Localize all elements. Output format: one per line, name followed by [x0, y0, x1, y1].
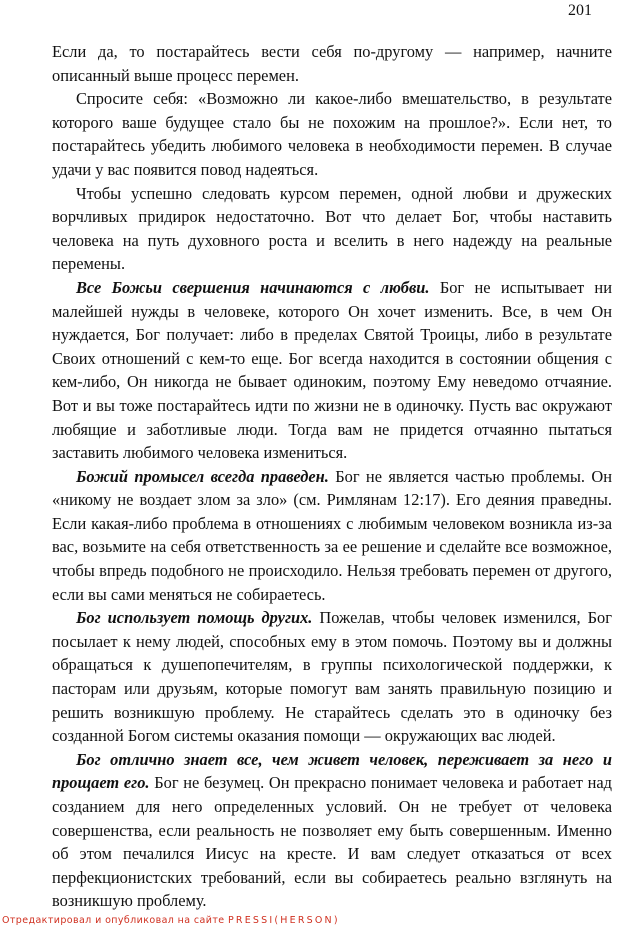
paragraph-7-lead: Бог отлично знает все, чем живет человек, переживает за него и прощает его.: [52, 749, 612, 793]
paragraph-7: [52, 748, 612, 913]
page-number: 201: [568, 2, 592, 19]
paragraph-4: [52, 276, 612, 465]
paragraph-4-lead: Все Божьи свершения начинаются с любви.: [76, 277, 430, 297]
footer-brand-link[interactable]: PRESSI(HERSON): [227, 915, 340, 926]
body-text: [52, 40, 612, 913]
footer-text: Отредактировал и опубликовал на сайте: [2, 915, 225, 926]
paragraph-5: [52, 465, 612, 607]
paragraph-1: [52, 40, 612, 87]
paragraph-4-text: Бог не испытывает ни малейшей нужды в человеке, которого Он хочет изменить. Все, в чем Он нуждается, Бог получает: либо в пределах Святой Троицы, либо в результате Своих отношений с кем-то еще. Бог всегда находится в состоянии общения с кем-либо, Он никогда не бывает одиноким, поэтому Ему неведомо отчаяние. Вот и вы тоже постарайтесь идти по жизни не в одиночку. Пусть вас окружают любящие и заботливые люди. Тогда вам не придется отчаянно пытаться заставить любимого человека измениться.: [52, 277, 612, 463]
paragraph-3: [52, 182, 612, 276]
paragraph-2-text: Спросите себя: «Возможно ли какое-либо вмешательство, в результате которого ваше будущее стало бы не похожим на прошлое?». Если нет, то постарайтесь убедить любимого человека в необходимости перемен. В случае удачи у вас появится повод надеяться.: [52, 89, 612, 179]
paragraph-6-text: Пожелав, чтобы человек изменился, Бог посылает к нему людей, способных ему в этом помочь. Поэтому вы и должны обращаться к душепопечителям, в группы психологической поддержки, к пасторам или друзьям, которые помогут вам занять правильную позицию и решить возникшую проблему. Не старайтесь сделать это в одиночку без созданной Богом системы оказания помощи — окружающих вас людей.: [52, 608, 612, 746]
paragraph-5-lead: Божий промысел всегда праведен.: [76, 466, 329, 486]
paragraph-2: [52, 87, 612, 181]
paragraph-6: [52, 606, 612, 748]
paragraph-6-lead: Бог использует помощь других.: [76, 608, 313, 628]
footer-credit: [2, 915, 340, 926]
paragraph-3-text: Чтобы успешно следовать курсом перемен, одной любви и дружеских ворчливых придирок недостаточно. Вот что делает Бог, чтобы наставить человека на путь духовного роста и вселить в него надежду на реальные перемены.: [52, 183, 612, 274]
paragraph-5-text: Бог не является частью проблемы. Он «никому не воздает злом за зло» (см. Римлянам 12:17). Его деяния праведны. Если какая-либо проблема в отношениях с любимым человеком возникла из-за вас, возьмите на себя ответственность за ее решение и сделайте все возможное, чтобы впредь подобного не происходило. Нельзя требовать перемен от другого, если вы сами меняться не собираетесь.: [52, 466, 612, 604]
paragraph-7-text: Бог не безумец. Он прекрасно понимает человека и работает над созданием для него определенных условий. Он не требует от человека совершенства, если реальность не позволяет ему быть совершенным. Именно об этом печалился Иисус на кресте. И вам следует отказаться от всех перфекционистских требований, если вы собираетесь реально взглянуть на возникшую проблему.: [52, 773, 612, 911]
paragraph-1-text: Если да, то постарайтесь вести себя по-другому — например, начните описанный выше процесс перемен.: [52, 42, 612, 85]
